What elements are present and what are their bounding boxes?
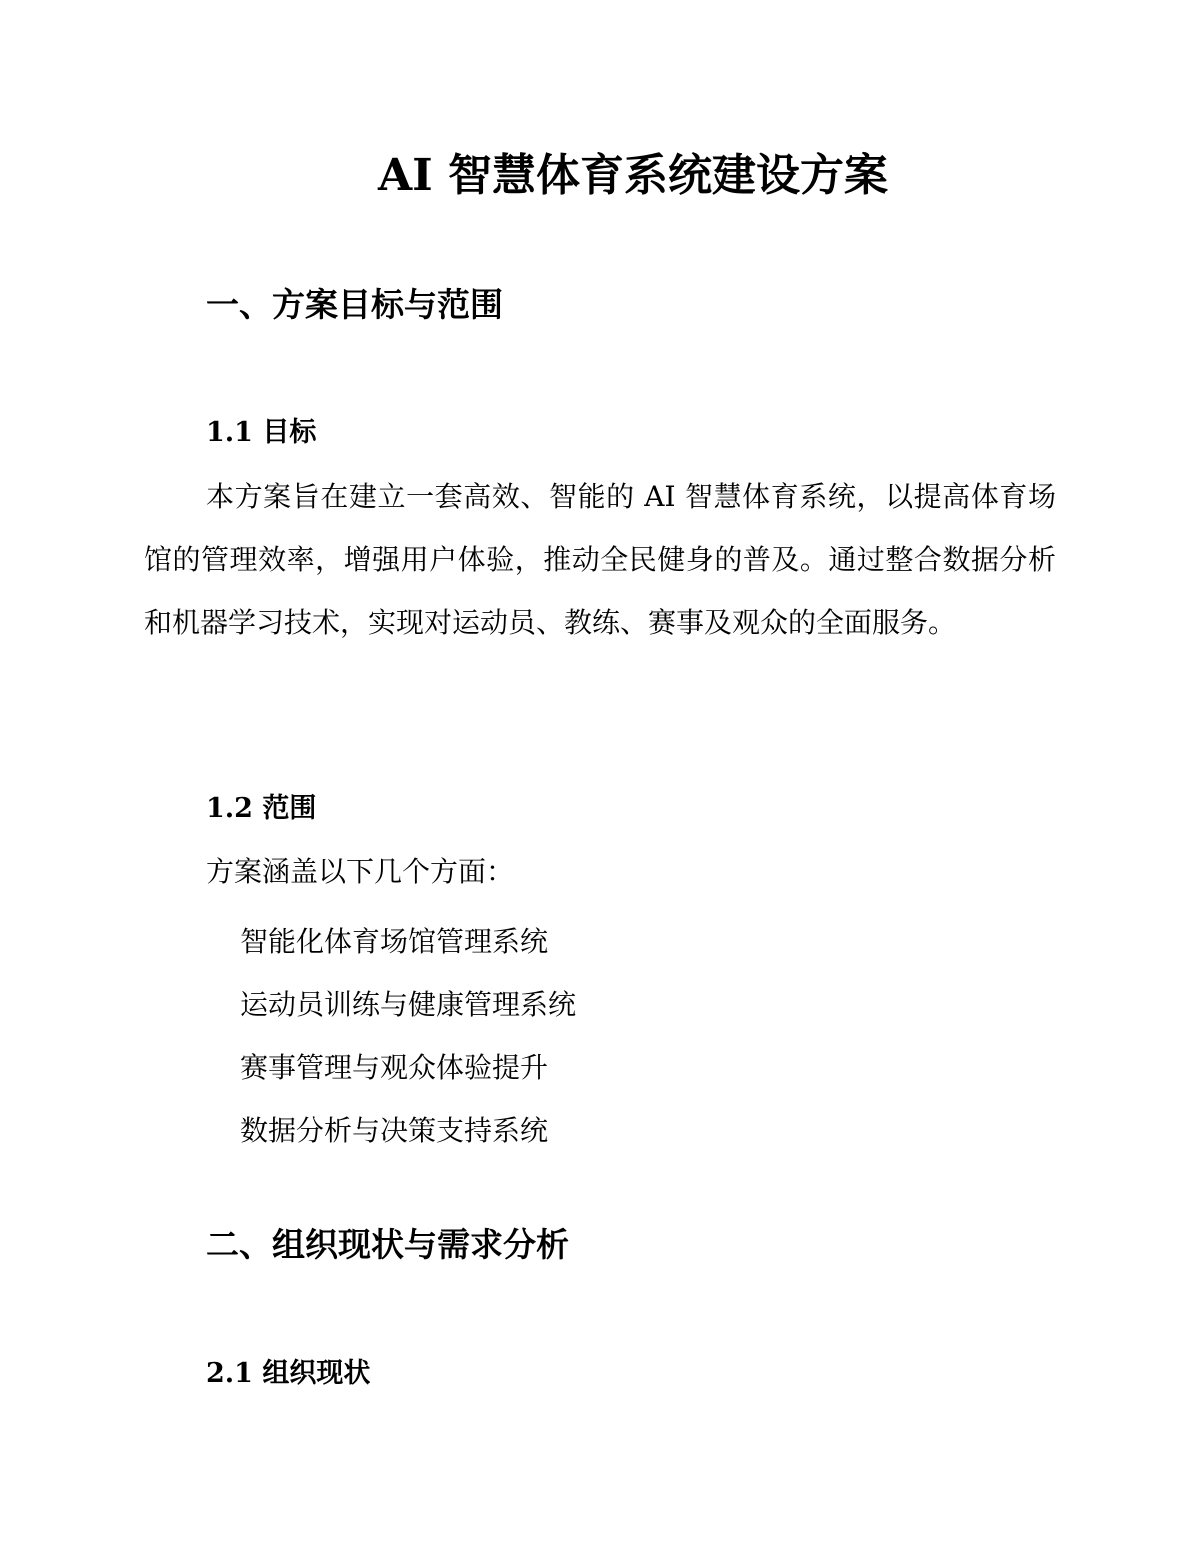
list-item: 智能化体育场馆管理系统: [240, 925, 549, 958]
section-1-2-intro: 方案涵盖以下几个方面：: [206, 855, 515, 888]
list-item: 数据分析与决策支持系统: [240, 1114, 549, 1147]
document-title: AI 智慧体育系统建设方案: [377, 150, 889, 201]
section-1-1-heading: 1.1 目标: [206, 417, 317, 448]
scope-list: [240, 910, 576, 1162]
list-item: 赛事管理与观众体验提升: [240, 1051, 549, 1084]
list-item: 运动员训练与健康管理系统: [240, 988, 577, 1021]
section-2-heading: 二、组织现状与需求分析: [206, 1225, 569, 1264]
section-1-1-paragraph: 本方案旨在建立一套高效、智能的 AI 智慧体育系统，以提高体育场馆的管理效率，增强用户体验，推动全民健身的普及。通过整合数据分析和机器学习技术，实现对运动员、教练、赛事及观众的全面服务。: [144, 480, 1056, 639]
section-1-2-heading: 1.2 范围: [206, 793, 317, 824]
section-1-heading: 一、方案目标与范围: [206, 285, 503, 324]
section-2-1-heading: 2.1 组织现状: [206, 1358, 371, 1389]
